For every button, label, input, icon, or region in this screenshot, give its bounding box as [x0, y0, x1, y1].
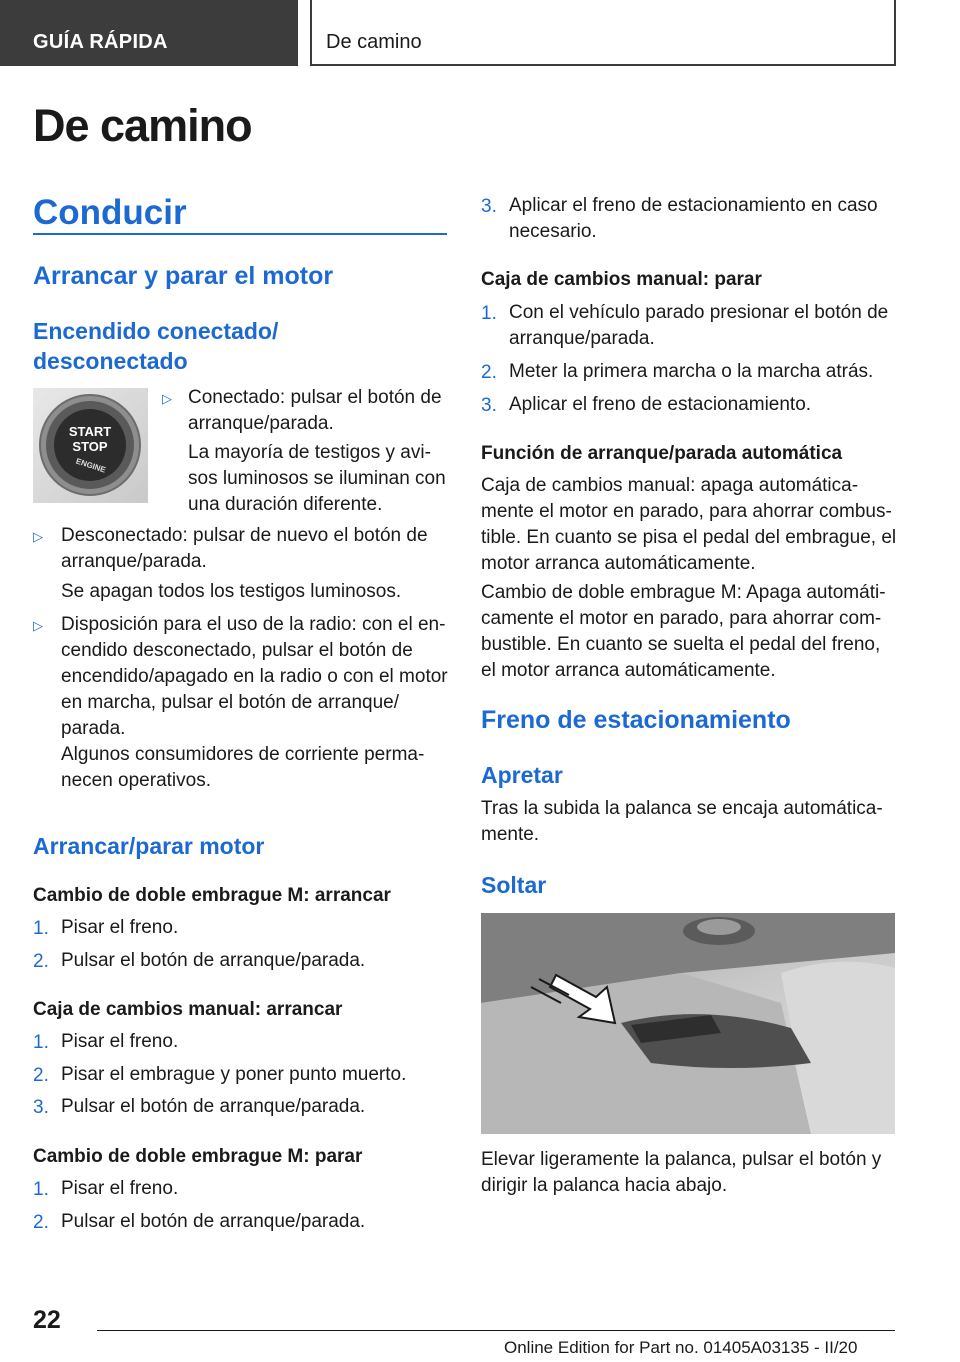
heading-rule: [33, 233, 447, 235]
list-number: 1.: [33, 1032, 49, 1053]
subheading-doble-embrague-parar: Cambio de doble embrague M: parar: [33, 1146, 363, 1167]
list-item: Pulsar el botón de arranque/parada.: [61, 1211, 366, 1232]
text-line: Algunos consumidores de corriente perma-: [61, 744, 425, 765]
heading-encendido-line-2: desconectado: [33, 348, 188, 374]
heading-freno-estacionamiento: Freno de estacionamiento: [481, 706, 791, 734]
list-number: 2.: [33, 951, 49, 972]
heading-arrancar-parar: Arrancar y parar el motor: [33, 262, 334, 290]
paragraph: [481, 796, 883, 848]
text-line: en marcha, pulsar el botón de arranque/: [61, 692, 399, 713]
bullet-triangle-icon: ▷: [33, 529, 43, 544]
heading-soltar: Soltar: [481, 872, 547, 898]
text-line: Con el vehículo parado presionar el botón de: [509, 302, 889, 323]
text-line: Caja de cambios manual: apaga automática-: [481, 475, 859, 496]
text-line: Conectado: pulsar el botón de: [188, 387, 442, 408]
text-line: dirigir la palanca hacia abajo.: [481, 1175, 728, 1196]
bullet-1-text: [188, 385, 442, 437]
bullet-2-text: [61, 523, 428, 575]
text-line: cendido desconectado, pulsar el botón de: [61, 640, 413, 661]
bullet-3-text: [61, 612, 448, 742]
parking-brake-image: [481, 913, 895, 1134]
text-line: Aplicar el freno de estacionamiento en caso: [509, 195, 878, 216]
subheading-manual-arrancar: Caja de cambios manual: arrancar: [33, 999, 343, 1020]
text-line: mente.: [481, 824, 540, 845]
list-number: 1.: [481, 303, 497, 324]
subheading-doble-embrague-arrancar: Cambio de doble embrague M: arrancar: [33, 885, 391, 906]
bullet-triangle-icon: ▷: [33, 618, 43, 633]
text-line: Disposición para el uso de la radio: con el en-: [61, 614, 446, 635]
text-line: arranque/parada.: [509, 328, 655, 349]
list-item: [509, 300, 888, 352]
paragraph: [481, 580, 886, 684]
text-line: Desconectado: pulsar de nuevo el botón de: [61, 525, 428, 546]
text-line: encendido/apagado en la radio o con el motor: [61, 666, 448, 687]
list-item: Meter la primera marcha o la marcha atrás.: [509, 361, 874, 382]
list-item: [509, 193, 878, 245]
list-number: 3.: [33, 1097, 49, 1118]
text-line: Elevar ligeramente la palanca, pulsar el botón y: [481, 1149, 882, 1170]
text-line: camente el motor en parado, para ahorrar com-: [481, 608, 882, 629]
text-line: arranque/parada.: [188, 413, 334, 434]
text-line: necen operativos.: [61, 770, 211, 791]
start-label: START: [68, 424, 112, 439]
header-section-tab: [0, 0, 298, 66]
text-line: el motor arranca automáticamente.: [481, 660, 776, 681]
list-item: Pisar el freno.: [61, 1031, 179, 1052]
heading-arrancar-parar-motor: Arrancar/parar motor: [33, 833, 265, 859]
text-line: bustible. En cuanto se suelta el pedal del freno,: [481, 634, 881, 655]
list-number: 2.: [481, 362, 497, 383]
bullet-3-subtext: [61, 742, 424, 794]
engine-label: ENGINE: [74, 456, 107, 475]
paragraph: [481, 1147, 881, 1199]
list-number: 2.: [33, 1212, 49, 1233]
list-item: Pulsar el botón de arranque/parada.: [61, 950, 366, 971]
list-item: Pisar el embrague y poner punto muerto.: [61, 1064, 407, 1085]
list-item: Aplicar el freno de estacionamiento.: [509, 394, 812, 415]
stop-label: STOP: [72, 439, 108, 454]
list-number: 3.: [481, 196, 497, 217]
bullet-1-subtext: [188, 440, 446, 518]
text-line: La mayoría de testigos y avi-: [188, 442, 431, 463]
header-chapter-label: De camino: [326, 31, 422, 53]
paragraph: [481, 473, 896, 577]
text-line: sos luminosos se iluminan con: [188, 468, 446, 489]
text-line: mente el motor en parado, para ahorrar combus-: [481, 501, 892, 522]
list-number: 3.: [481, 395, 497, 416]
list-item: Pisar el freno.: [61, 1178, 179, 1199]
subheading-manual-parar: Caja de cambios manual: parar: [481, 269, 762, 290]
bullet-triangle-icon: ▷: [162, 391, 172, 406]
start-stop-button-image: [33, 388, 148, 503]
bullet-2-subtext: Se apagan todos los testigos luminosos.: [61, 581, 402, 602]
list-number: 1.: [33, 1179, 49, 1200]
text-line: una duración diferente.: [188, 494, 383, 515]
list-number: 2.: [33, 1065, 49, 1086]
text-line: Tras la subida la palanca se encaja automática-: [481, 798, 883, 819]
text-line: motor arranca automáticamente.: [481, 553, 756, 574]
text-line: arranque/parada.: [61, 551, 207, 572]
heading-encendido: [33, 316, 278, 376]
footer-rule: [97, 1330, 895, 1331]
text-line: necesario.: [509, 221, 597, 242]
header-section-label: GUÍA RÁPIDA: [33, 31, 168, 53]
text-line: Cambio de doble embrague M: Apaga automáti-: [481, 582, 886, 603]
text-line: tible. En cuanto se pisa el pedal del embrague, el: [481, 527, 897, 548]
page-number: 22: [33, 1306, 61, 1334]
heading-conducir: Conducir: [33, 193, 187, 232]
heading-encendido-line-1: Encendido conectado/: [33, 318, 279, 344]
list-number: 1.: [33, 918, 49, 939]
page-title: De camino: [33, 100, 252, 151]
text-line: parada.: [61, 718, 126, 739]
header-chapter-tab: [310, 0, 896, 66]
list-item: Pisar el freno.: [61, 917, 179, 938]
heading-apretar: Apretar: [481, 762, 563, 788]
list-item: Pulsar el botón de arranque/parada.: [61, 1096, 366, 1117]
footer-edition: Online Edition for Part no. 01405A03135 - II/20: [504, 1338, 858, 1357]
subheading-auto-start-stop: Función de arranque/parada automática: [481, 443, 843, 464]
